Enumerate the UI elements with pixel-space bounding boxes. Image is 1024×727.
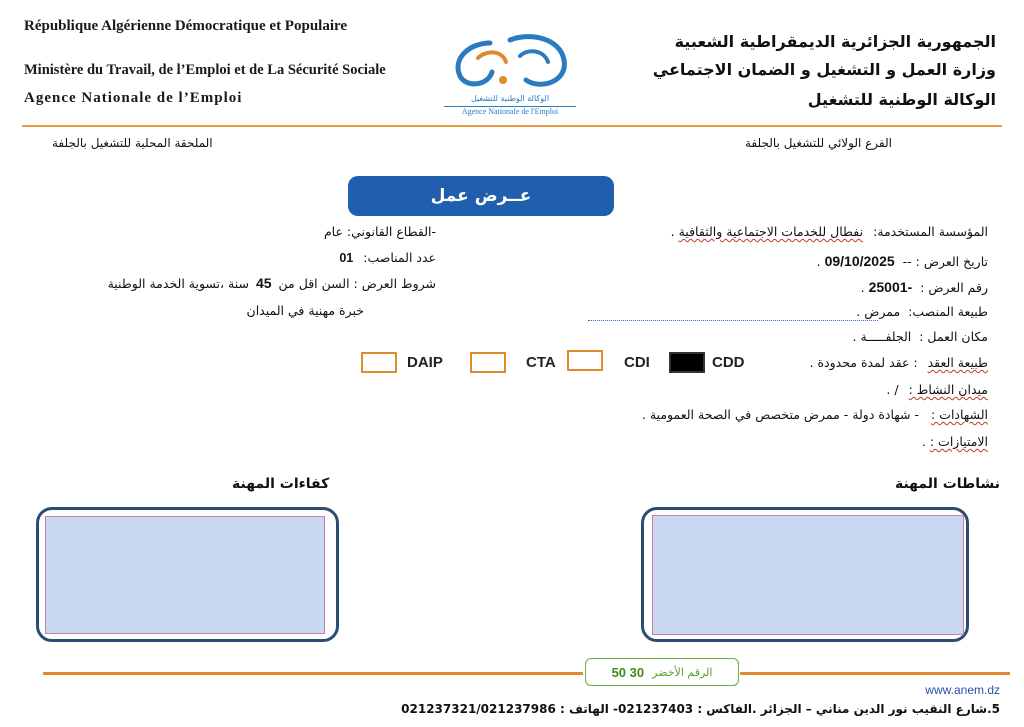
positions-count-label: عدد المناصب: — [363, 250, 436, 265]
cdd-checkbox[interactable] — [669, 352, 705, 373]
privileges-label: الامتيازات : — [929, 434, 988, 449]
daip-label: DAIP — [407, 354, 443, 371]
cdi-checkbox[interactable] — [567, 350, 603, 371]
green-number-badge — [585, 658, 739, 686]
contract-row: طبيعة العقد : عقد لمدة محدودة . — [809, 355, 988, 370]
header-fr-line3: Agence Nationale de l’Emploi — [24, 90, 243, 106]
legal-sector: -القطاع القانوني: عام — [323, 224, 436, 239]
conditions-line2: خبرة مهنية في الميدان — [246, 303, 364, 318]
cdd-label: CDD — [712, 354, 745, 371]
workplace-label: مكان العمل : — [919, 329, 988, 344]
conditions-row — [108, 275, 436, 291]
daip-checkbox[interactable] — [361, 352, 397, 373]
position-label: طبيعة المنصب: — [908, 304, 988, 319]
employer-row: المؤسسة المستخدمة: نفطال للخدمات الاجتماعية والثقافية . — [670, 224, 988, 239]
contract-value: : عقد لمدة محدودة — [817, 355, 918, 370]
offer-number-value: -25001 — [868, 279, 913, 295]
green-number-label: الرقم الأخضر — [652, 665, 713, 679]
activities-area[interactable] — [652, 515, 964, 635]
certificates-row: الشهادات : - شهادة دولة - ممرض متخصص في الصحة العمومية . — [641, 407, 988, 422]
activity-label: ميدان النشاط : — [908, 382, 988, 397]
conditions-rest: سنة ،تسوية الخدمة الوطنية — [107, 276, 249, 291]
certificates-value: - شهادة دولة - ممرض متخصص في الصحة العمومية — [649, 407, 920, 422]
positions-count-row — [339, 250, 436, 265]
offer-number-row: رقم العرض : -25001 . — [860, 279, 988, 295]
green-number-value: 30 50 — [611, 664, 645, 680]
conditions-age: 45 — [255, 275, 272, 291]
footer-address: 5.شارع النقيب نور الدين مناني – الجزائر .الفاكس : 021237403- الهاتف : 021237321/021237986 — [401, 702, 1000, 716]
header-ar-line3: الوكالة الوطنية للتشغيل — [807, 90, 996, 109]
workplace-row: مكان العمل : الجلفـــــة . — [852, 329, 988, 344]
footer-line-left — [43, 672, 583, 675]
offer-date-value: 09/10/2025 — [824, 253, 895, 269]
offer-date-label: تاريخ العرض : -- — [902, 254, 988, 269]
activity-row: ميدان النشاط : / . — [886, 382, 988, 397]
website-link[interactable]: www.anem.dz — [925, 683, 1000, 697]
cdi-label: CDI — [624, 354, 650, 371]
activity-value: / — [894, 382, 899, 397]
branch-right: الفرع الولائي للتشغيل بالجلفة — [745, 136, 892, 150]
footer-line-right — [740, 672, 1010, 675]
header-ar-line1: الجمهورية الجزائرية الديمقراطية الشعبية — [674, 32, 996, 51]
offer-date-row: تاريخ العرض : -- 09/10/2025 . — [816, 253, 988, 269]
skills-area[interactable] — [45, 516, 325, 634]
header-ar-line2: وزارة العمل و التشغيل و الضمان الاجتماعي — [652, 60, 996, 79]
activities-title: نشاطات المهنة — [894, 476, 1000, 492]
logo-fr-text: Agence Nationale de l'Emploi — [444, 106, 576, 116]
logo-ar-text: الوكالة الوطنية للتشغيل — [470, 94, 550, 103]
contract-label: طبيعة العقد — [927, 355, 988, 370]
cta-checkbox[interactable] — [470, 352, 506, 373]
anem-logo — [440, 28, 580, 120]
header-divider — [22, 125, 1002, 127]
cta-label: CTA — [526, 354, 556, 371]
certificates-label: الشهادات : — [931, 407, 988, 422]
employer-label: المؤسسة المستخدمة: — [873, 224, 988, 239]
header-fr-line1: République Algérienne Démocratique et Populaire — [24, 18, 348, 34]
privileges-row: الامتيازات : . — [921, 434, 988, 449]
position-value: ممرض — [864, 304, 901, 319]
branch-left: الملحقة المحلية للتشغيل بالجلفة — [52, 136, 213, 150]
header-fr-line2: Ministère du Travail, de l’Emploi et de La Sécurité Sociale — [24, 62, 386, 78]
position-row: طبيعة المنصب: ممرض . — [856, 304, 988, 319]
skills-title: كفاءات المهنة — [232, 476, 330, 492]
employer-value: نفطال للخدمات الاجتماعية والثقافية — [678, 224, 864, 239]
offer-number-label: رقم العرض : — [920, 280, 988, 295]
positions-count-value: 01 — [339, 251, 354, 265]
anem-logo-icon — [440, 28, 580, 98]
workplace-value: الجلفـــــة — [860, 329, 912, 344]
offer-title: عــرض عمل — [348, 176, 614, 216]
conditions-label: شروط العرض : السن اقل من — [278, 276, 436, 291]
position-underline — [588, 320, 878, 321]
